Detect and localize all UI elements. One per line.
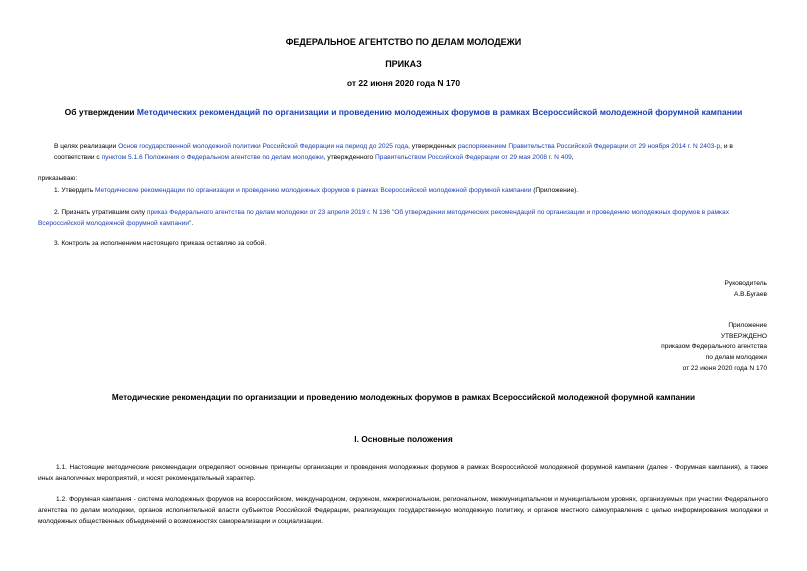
link-metod-rekomendacii[interactable]: Методические рекомендации по организации и проведению молодежных форумов в рамках Всероссийской молодежной форумной кампании bbox=[94, 187, 532, 194]
paragraph-1-2 bbox=[38, 494, 768, 527]
preamble-text-1: В целях реализации bbox=[54, 143, 119, 150]
link-punkt-5-1-6[interactable]: пунктом 5.1.6 Положения о Федеральном агентстве по делам молодежи bbox=[101, 153, 324, 161]
link-osnovy[interactable]: Основ государственной молодежной политики Российской Федерации на период до 2025 года bbox=[118, 143, 409, 150]
order-item-2 bbox=[38, 208, 768, 229]
link-prikaz-136[interactable]: приказ Федерального агентства по делам молодежи от 23 апреля 2019 г. N 136 "Об утверждении методических рекомендаций по организации и проведению молодежных форумов в рамках Всероссийской молодежной форумной кампании" bbox=[38, 209, 730, 227]
item-1-suffix: (Приложение). bbox=[531, 187, 579, 194]
item-2-suffix: . bbox=[191, 219, 194, 227]
document-title bbox=[0, 107, 807, 117]
document-date-number: от 22 июня 2020 года N 170 bbox=[346, 78, 461, 88]
paragraph-1-1-text: 1.1. Настоящие методические рекомендации определяют основные принципы организации и проведения молодежных форумов в рамках Всероссийской молодежной форумной кампании (далее - Форумная кампания), а также иных аналогичных мероприятий, и носят рекомендательный характер. bbox=[38, 464, 768, 482]
paragraph-1-2-text: 1.2. Форумная кампания - система молодежных форумов на всероссийском, международном, окружном, межрегиональном, региональном, межмуниципальном и муниципальном уровнях, организуемых при участии Федерального агентства по делам молодежи, органов исполнительной власти субъектов Российской Федерации, реализующих государственную молодежную политику, и органов местного самоуправления с целью информирования молодежи и молодежных общественных объединений о возможностях самореализации и социализации. bbox=[38, 496, 768, 525]
approved-by: приказом Федерального агентства bbox=[661, 343, 767, 351]
document-type: ПРИКАЗ bbox=[385, 59, 422, 69]
link-pravitelstvo-409[interactable]: Правительством Российской Федерации от 29 мая 2008 г. N 409 bbox=[375, 153, 572, 161]
appendix-note bbox=[661, 321, 767, 375]
order-word: приказываю: bbox=[38, 175, 78, 182]
title-link[interactable]: Методических рекомендаций по организации и проведению молодежных форумов в рамках Всероссийской молодежной форумной кампании bbox=[136, 107, 743, 117]
preamble-text-3: , и в соответствии с bbox=[54, 143, 733, 161]
preamble-text-2: , утвержденных bbox=[408, 143, 458, 150]
recommendations-heading: Методические рекомендации по организации и проведению молодежных форумов в рамках Всероссийской молодежной форумной кампании bbox=[111, 393, 696, 402]
preamble-paragraph bbox=[54, 142, 768, 163]
title-prefix: Об утверждении bbox=[64, 107, 137, 117]
order-item-1 bbox=[54, 186, 768, 197]
section-heading: I. Основные положения bbox=[354, 434, 453, 444]
item-1-prefix: 1. Утвердить bbox=[54, 187, 95, 194]
preamble-text-4: , утвержденного bbox=[323, 153, 376, 161]
signature-block bbox=[725, 279, 767, 300]
appendix-label: Приложение bbox=[728, 322, 767, 329]
order-item-3: 3. Контроль за исполнением настоящего приказа оставляю за собой. bbox=[54, 240, 267, 247]
paragraph-1-1 bbox=[38, 462, 768, 484]
item-2-prefix: 2. Признать утратившим силу bbox=[54, 209, 147, 216]
preamble-text-5: , bbox=[571, 153, 574, 161]
link-rasporyazhenie[interactable]: распоряжением Правительства Российской Федерации от 29 ноября 2014 г. N 2403-р bbox=[457, 143, 721, 150]
signature-position: Руководитель bbox=[724, 280, 767, 287]
approved-date: от 22 июня 2020 года N 170 bbox=[682, 364, 767, 372]
signature-name: А.В.Бугаев bbox=[733, 290, 767, 298]
agency-name: ФЕДЕРАЛЬНОЕ АГЕНТСТВО ПО ДЕЛАМ МОЛОДЕЖИ bbox=[285, 37, 522, 47]
approved-by-agency: по делам молодежи bbox=[705, 354, 767, 362]
approved-label: УТВЕРЖДЕНО bbox=[720, 332, 767, 340]
